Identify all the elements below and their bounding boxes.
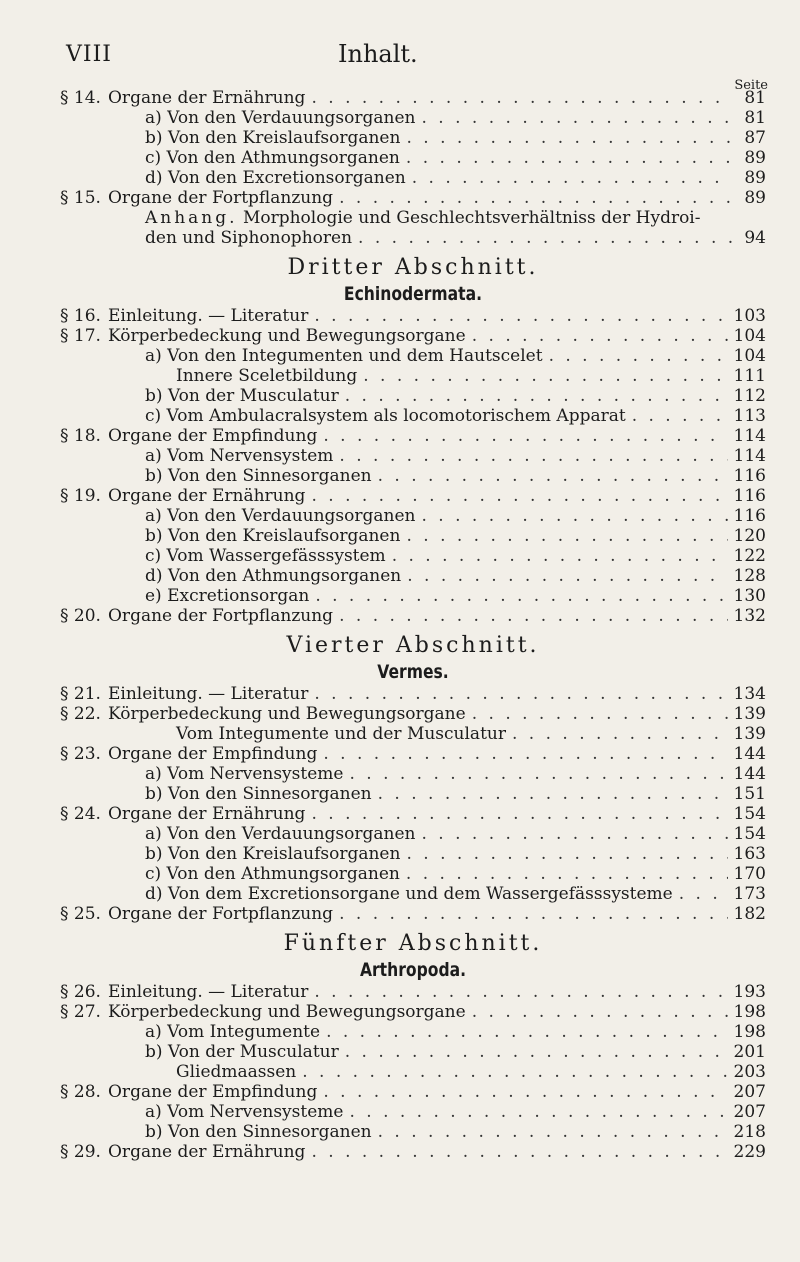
entry-page-number: 193: [733, 982, 766, 1002]
section-number: § 16.: [60, 306, 101, 326]
dot-leader: [339, 606, 727, 626]
entry-label: d) Von den Excretionsorganen: [145, 168, 406, 188]
entry-label: c) Vom Ambulacralsystem als locomotorischem Apparat: [145, 406, 626, 426]
dot-leader: [314, 306, 727, 326]
toc-entry[interactable]: [60, 326, 766, 346]
toc-entry[interactable]: [60, 586, 766, 606]
section-number: § 24.: [60, 804, 101, 824]
toc-entry[interactable]: [60, 982, 766, 1002]
entry-page-number: 103: [733, 306, 766, 326]
dot-leader: [302, 1062, 727, 1082]
entry-label: Vom Integumente und der Musculatur: [176, 724, 506, 744]
entry-label: a) Von den Verdauungsorganen: [145, 506, 416, 526]
entry-label: b) Von der Musculatur: [145, 386, 339, 406]
section-number: § 22.: [60, 704, 101, 724]
entry-page-number: 116: [733, 486, 766, 506]
dot-leader: [345, 386, 728, 406]
entry-page-number: 81: [744, 88, 766, 108]
dot-leader: [323, 744, 727, 764]
dot-leader: [421, 108, 732, 128]
toc-entry[interactable]: [60, 406, 766, 426]
toc-entry[interactable]: [60, 784, 766, 804]
entry-page-number: 89: [744, 168, 766, 188]
dot-leader: [421, 506, 727, 526]
dot-leader: [679, 884, 728, 904]
entry-label: a) Vom Nervensystem: [145, 446, 334, 466]
entry-page-number: 229: [733, 1142, 766, 1162]
dot-leader: [472, 704, 728, 724]
dot-leader: [326, 1022, 727, 1042]
entry-label: b) Von den Sinnesorganen: [145, 784, 372, 804]
entry-page-number: 134: [733, 684, 766, 704]
entry-label: b) Von den Kreislaufsorganen: [145, 526, 401, 546]
entry-label: a) Vom Nervensysteme: [145, 1102, 344, 1122]
entry-label: Organe der Ernährung: [108, 486, 306, 506]
dot-leader: [472, 1002, 728, 1022]
toc-entry[interactable]: [60, 566, 766, 586]
dot-leader: [549, 346, 728, 366]
entry-label: Gliedmaassen: [176, 1062, 297, 1082]
dot-leader: [512, 724, 728, 744]
dot-leader: [406, 128, 732, 148]
page-title: Inhalt.: [338, 40, 418, 68]
anhang-prefix: Anhang.: [145, 208, 238, 228]
entry-page-number: 144: [733, 744, 766, 764]
entry-label: b) Von den Sinnesorganen: [145, 466, 372, 486]
dot-leader: [406, 864, 728, 884]
toc-entry[interactable]: [60, 1122, 766, 1142]
toc-entry[interactable]: [60, 704, 766, 724]
toc-entry[interactable]: [60, 526, 766, 546]
part-heading: Fünfter Abschnitt.: [283, 931, 543, 956]
toc-entry[interactable]: [60, 1062, 766, 1082]
entry-label: Organe der Empfindung: [108, 1082, 318, 1102]
entry-page-number: 151: [733, 784, 766, 804]
entry-label: d) Von den Athmungsorganen: [145, 566, 402, 586]
part-subheading: Echinodermata.: [343, 283, 483, 305]
dot-leader: [421, 824, 727, 844]
entry-label: Organe der Fortpflanzung: [108, 606, 334, 626]
entry-label: Organe der Ernährung: [108, 804, 306, 824]
entry-label: b) Von den Kreislaufsorganen: [145, 844, 401, 864]
entry-page-number: 130: [733, 586, 766, 606]
entry-page-number: 154: [733, 824, 766, 844]
section-number: § 15.: [60, 188, 101, 208]
toc-entry[interactable]: [60, 128, 766, 148]
toc-entry[interactable]: [60, 108, 766, 128]
entry-page-number: 163: [733, 844, 766, 864]
entry-page-number: 89: [744, 188, 766, 208]
entry-label: b) Von den Sinnesorganen: [145, 1122, 372, 1142]
dot-leader: [323, 1082, 727, 1102]
entry-label: Innere Sceletbildung: [176, 366, 358, 386]
dot-leader: [407, 566, 727, 586]
entry-label: c) Von den Athmungsorganen: [145, 864, 400, 884]
toc-entry[interactable]: [60, 426, 766, 446]
toc-entry[interactable]: [60, 506, 766, 526]
entry-label: c) Von den Athmungsorganen: [145, 148, 400, 168]
section-number: § 29.: [60, 1142, 101, 1162]
entry-page-number: 139: [733, 704, 766, 724]
entry-label: b) Von den Kreislaufsorganen: [145, 128, 401, 148]
entry-page-number: 114: [733, 426, 766, 446]
entry-page-number: 114: [733, 446, 766, 466]
dot-leader: [311, 804, 727, 824]
entry-label: a) Von den Verdauungsorganen: [145, 108, 416, 128]
entry-label: den und Siphonophoren: [145, 228, 353, 248]
toc-entry[interactable]: [60, 1142, 766, 1162]
toc-entry[interactable]: [60, 1102, 766, 1122]
toc-entry[interactable]: [60, 168, 766, 188]
dot-leader: [315, 586, 727, 606]
section-number: § 18.: [60, 426, 101, 446]
section-number: § 19.: [60, 486, 101, 506]
entry-label: Einleitung. — Literatur: [108, 306, 309, 326]
entry-page-number: 87: [744, 128, 766, 148]
page-number: VIII: [66, 42, 112, 67]
entry-page-number: 170: [733, 864, 766, 884]
dot-leader: [339, 188, 732, 208]
toc-entry[interactable]: [60, 1042, 766, 1062]
part-heading: Vierter Abschnitt.: [286, 633, 540, 658]
entry-label: Organe der Empfindung: [108, 744, 318, 764]
entry-label: Organe der Ernährung: [108, 88, 306, 108]
entry-label: d) Von dem Excretionsorgane und dem Wassergefässsysteme: [145, 884, 673, 904]
dot-leader: [311, 1142, 727, 1162]
entry-label: Körperbedeckung und Bewegungsorgane: [108, 326, 466, 346]
entry-label: b) Von der Musculatur: [145, 1042, 339, 1062]
dot-leader: [349, 764, 727, 784]
toc-entry[interactable]: [60, 386, 766, 406]
entry-label: Organe der Fortpflanzung: [108, 188, 334, 208]
dot-leader: [358, 228, 732, 248]
section-number: § 23.: [60, 744, 101, 764]
entry-label: Körperbedeckung und Bewegungsorgane: [108, 1002, 466, 1022]
toc-entry[interactable]: [60, 824, 766, 844]
section-number: § 27.: [60, 1002, 101, 1022]
entry-page-number: 173: [733, 884, 766, 904]
entry-label: c) Vom Wassergefässsystem: [145, 546, 386, 566]
dot-leader: [378, 466, 728, 486]
entry-label: a) Vom Nervensysteme: [145, 764, 344, 784]
entry-page-number: 112: [733, 386, 766, 406]
entry-page-number: 122: [733, 546, 766, 566]
part-subheading: Vermes.: [377, 661, 449, 683]
dot-leader: [406, 526, 727, 546]
entry-page-number: 139: [733, 724, 766, 744]
section-number: § 20.: [60, 606, 101, 626]
entry-page-number: 120: [733, 526, 766, 546]
anhang-text: Morphologie und Geschlechtsverhältniss der Hydroi-: [237, 208, 701, 228]
dot-leader: [406, 844, 727, 864]
section-number: § 28.: [60, 1082, 101, 1102]
entry-page-number: 94: [744, 228, 766, 248]
toc-entry[interactable]: [60, 864, 766, 884]
entry-label: Einleitung. — Literatur: [108, 982, 309, 1002]
entry-page-number: 154: [733, 804, 766, 824]
toc-entry[interactable]: [60, 744, 766, 764]
anhang-entry-label: [108, 208, 701, 228]
entry-page-number: 182: [733, 904, 766, 924]
dot-leader: [339, 904, 727, 924]
entry-label: a) Von den Verdauungsorganen: [145, 824, 416, 844]
entry-label: Organe der Fortpflanzung: [108, 904, 334, 924]
dot-leader: [392, 546, 728, 566]
toc-entry[interactable]: [60, 446, 766, 466]
entry-page-number: 144: [733, 764, 766, 784]
toc-entry[interactable]: [60, 366, 766, 386]
toc-entry[interactable]: [60, 764, 766, 784]
entry-page-number: 207: [733, 1082, 766, 1102]
dot-leader: [339, 446, 727, 466]
toc-entry[interactable]: [60, 724, 766, 744]
entry-page-number: 113: [733, 406, 766, 426]
entry-page-number: 104: [733, 326, 766, 346]
entry-label: Einleitung. — Literatur: [108, 684, 309, 704]
entry-page-number: 116: [733, 506, 766, 526]
entry-page-number: 111: [733, 366, 766, 386]
page-column-label: Seite: [734, 78, 768, 93]
section-number: § 14.: [60, 88, 101, 108]
dot-leader: [378, 1122, 728, 1142]
entry-page-number: 128: [733, 566, 766, 586]
toc-entry[interactable]: [60, 884, 766, 904]
toc-entry[interactable]: [60, 486, 766, 506]
entry-page-number: 201: [733, 1042, 766, 1062]
part-heading: Dritter Abschnitt.: [287, 255, 539, 280]
section-number: § 17.: [60, 326, 101, 346]
dot-leader: [412, 168, 732, 188]
entry-page-number: 81: [744, 108, 766, 128]
entry-page-number: 198: [733, 1022, 766, 1042]
dot-leader: [349, 1102, 727, 1122]
toc-entry[interactable]: [60, 88, 766, 108]
entry-page-number: 198: [733, 1002, 766, 1022]
entry-page-number: 218: [733, 1122, 766, 1142]
dot-leader: [311, 88, 732, 108]
toc-entry[interactable]: [60, 606, 766, 626]
entry-label: Organe der Ernährung: [108, 1142, 306, 1162]
toc-entry[interactable]: [60, 228, 766, 248]
dot-leader: [314, 684, 727, 704]
entry-page-number: 207: [733, 1102, 766, 1122]
toc-entry[interactable]: [60, 904, 766, 924]
entry-label: Organe der Empfindung: [108, 426, 318, 446]
toc-entry[interactable]: [60, 804, 766, 824]
entry-page-number: 132: [733, 606, 766, 626]
section-number: § 21.: [60, 684, 101, 704]
entry-page-number: 104: [733, 346, 766, 366]
dot-leader: [632, 406, 728, 426]
dot-leader: [314, 982, 727, 1002]
toc-entry[interactable]: [60, 188, 766, 208]
dot-leader: [345, 1042, 728, 1062]
toc-entry[interactable]: [60, 684, 766, 704]
toc-entry[interactable]: [60, 466, 766, 486]
table-of-contents: [60, 88, 766, 1162]
part-subheading: Arthropoda.: [359, 959, 467, 981]
dot-leader: [311, 486, 727, 506]
toc-entry[interactable]: [60, 208, 766, 228]
toc-entry[interactable]: [60, 546, 766, 566]
toc-entry[interactable]: [60, 346, 766, 366]
toc-entry[interactable]: [60, 1082, 766, 1102]
dot-leader: [406, 148, 732, 168]
dot-leader: [323, 426, 727, 446]
section-number: § 26.: [60, 982, 101, 1002]
toc-entry[interactable]: [60, 844, 766, 864]
dot-leader: [472, 326, 728, 346]
entry-label: a) Vom Integumente: [145, 1022, 321, 1042]
entry-label: a) Von den Integumenten und dem Hautscelet: [145, 346, 543, 366]
toc-entry[interactable]: [60, 1022, 766, 1042]
entry-label: Körperbedeckung und Bewegungsorgane: [108, 704, 466, 724]
entry-page-number: 89: [744, 148, 766, 168]
section-number: § 25.: [60, 904, 101, 924]
entry-page-number: 203: [733, 1062, 766, 1082]
dot-leader: [363, 366, 727, 386]
toc-entry[interactable]: [60, 148, 766, 168]
entry-label: e) Excretionsorgan: [145, 586, 310, 606]
toc-entry[interactable]: [60, 306, 766, 326]
entry-page-number: 116: [733, 466, 766, 486]
toc-entry[interactable]: [60, 1002, 766, 1022]
dot-leader: [378, 784, 728, 804]
